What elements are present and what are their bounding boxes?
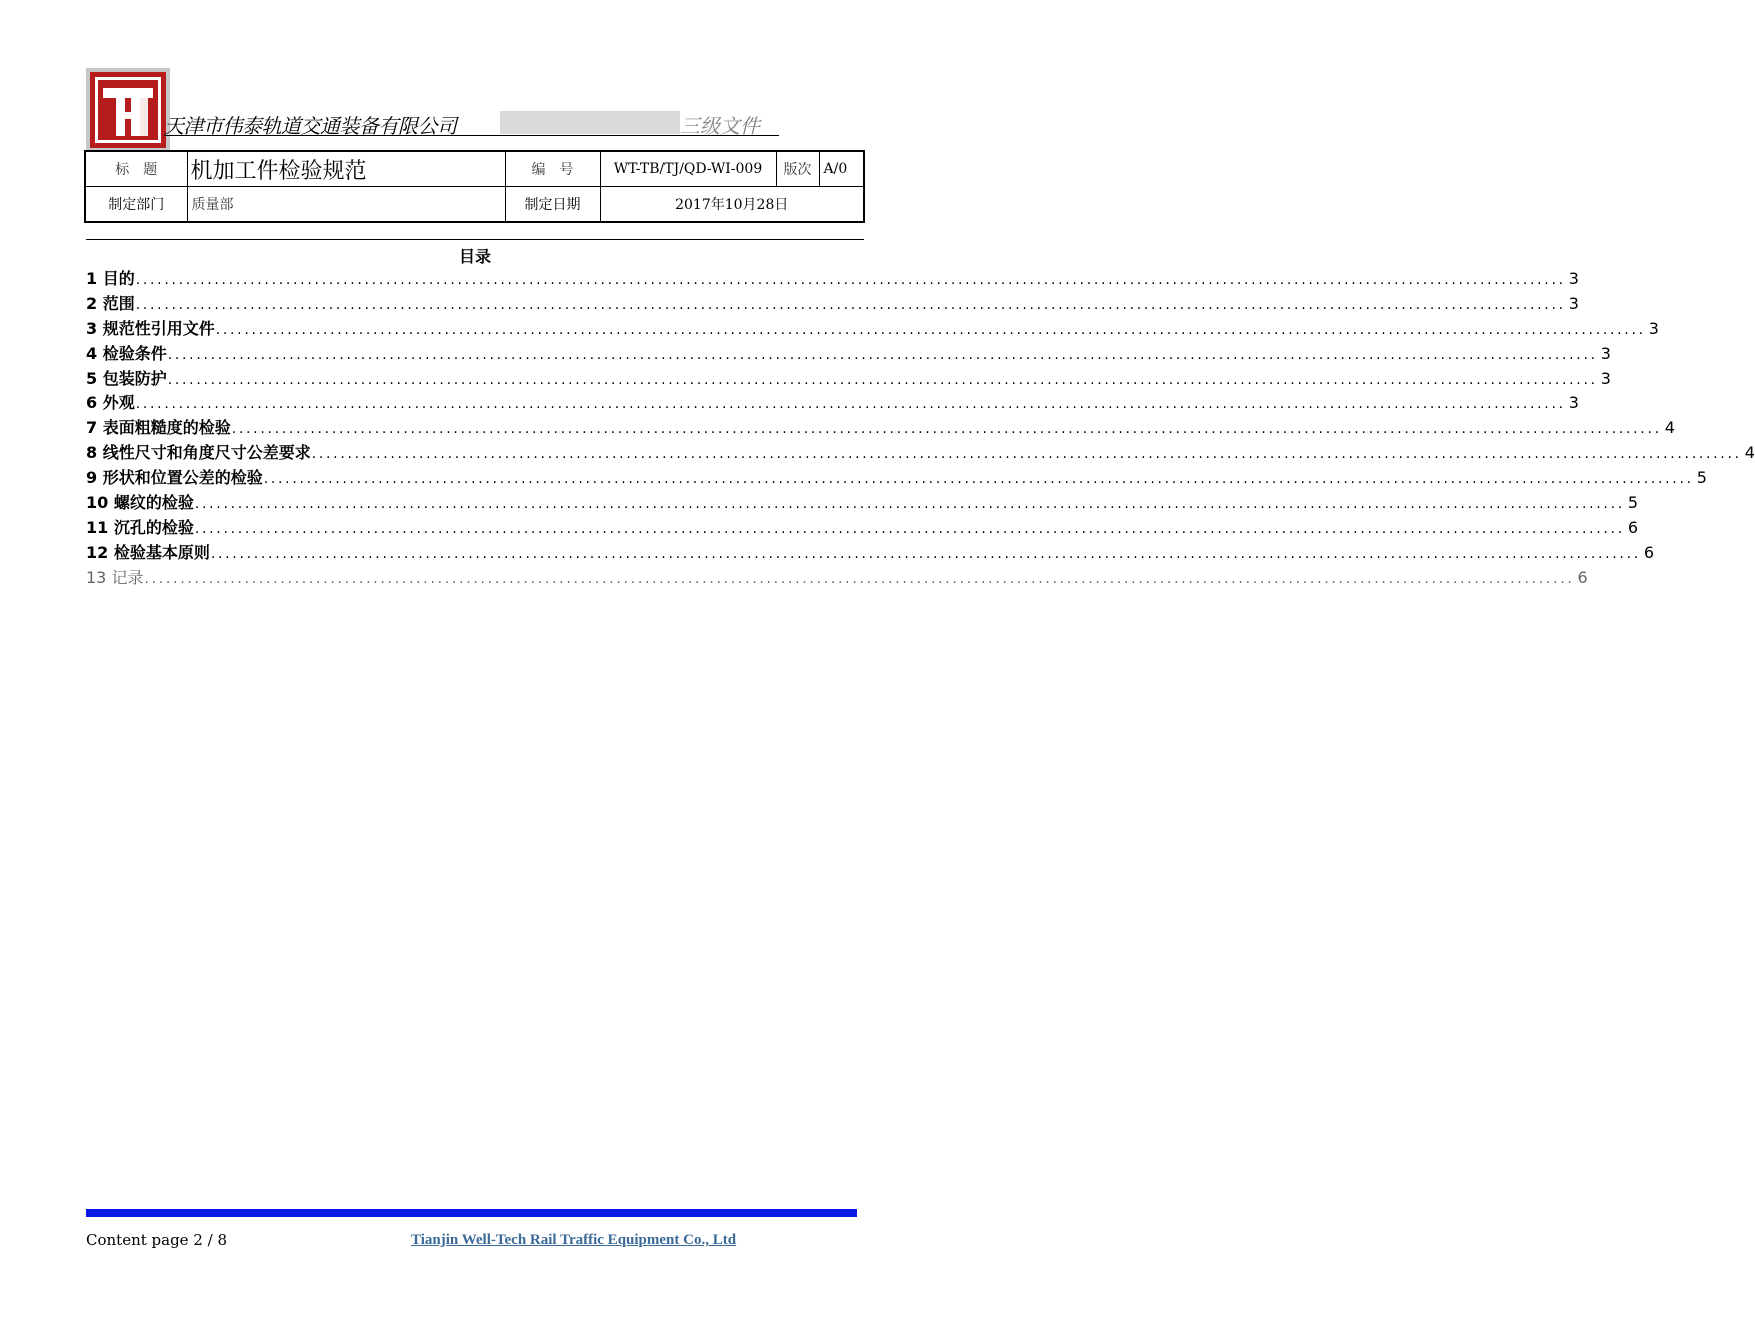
toc-heading: 目录 (458, 247, 491, 266)
toc-entry-title: 10 螺纹的检验 (86, 493, 194, 513)
toc-entry-page: 3 (1600, 368, 1611, 388)
toc-leader: ........................................................................................................................................................................................................ (167, 371, 1598, 388)
toc-leader: ........................................................................................................................................................................................................ (210, 545, 1641, 562)
toc-entry-page: 6 (1643, 542, 1655, 562)
toc-entry-page: 5 (1696, 468, 1707, 488)
toc-leader: ........................................................................................................................................................................................................ (263, 471, 1694, 488)
toc-entry[interactable] (86, 366, 1611, 391)
document-info-table (84, 150, 865, 223)
toc-entry-page: 3 (1600, 343, 1611, 363)
toc-entry[interactable] (86, 390, 1579, 415)
toc-entry-title: 5 包装防护 (86, 368, 167, 388)
footer-page-info: Content page 2 / 8 (86, 1231, 227, 1249)
toc-entry[interactable] (86, 415, 1675, 440)
toc-entry-title: 8 线性尺寸和角度尺寸公差要求 (86, 443, 311, 463)
company-name: 天津市伟泰轨道交通装备有限公司 (164, 114, 457, 138)
toc-entry[interactable] (86, 440, 1755, 465)
toc-entry-page: 6 (1627, 517, 1639, 537)
number-label: 编 号 (505, 151, 600, 187)
toc-entry-page: 4 (1664, 418, 1675, 438)
toc-leader: ........................................................................................................................................................................................................ (144, 570, 1575, 587)
toc-entry-title: 12 检验基本原则 (86, 542, 210, 562)
toc-leader: ........................................................................................................................................................................................................ (135, 396, 1566, 413)
date-value: 2017年10月28日 (600, 187, 864, 223)
toc-entry-page: 5 (1627, 493, 1639, 513)
toc-entry-title: 2 范围 (86, 293, 135, 313)
toc-leader: ........................................................................................................................................................................................................ (167, 346, 1598, 363)
dept-label: 制定部门 (85, 187, 187, 223)
toc-entry[interactable] (86, 565, 1588, 590)
revision-label: 版次 (776, 151, 819, 187)
toc-entry-page: 6 (1577, 567, 1588, 587)
toc-entry-title: 3 规范性引用文件 (86, 318, 215, 338)
toc-entry-page: 3 (1568, 393, 1579, 413)
toc-entry[interactable] (86, 316, 1659, 341)
date-label: 制定日期 (505, 187, 600, 223)
toc-entry-title: 1 目的 (86, 269, 135, 288)
toc-entry-title: 6 外观 (86, 393, 135, 413)
toc-leader: ........................................................................................................................................................................................................ (135, 296, 1566, 313)
revision-value: A/0 (819, 151, 864, 187)
toc-leader: ........................................................................................................................................................................................................ (215, 321, 1646, 338)
document-number: WT-TB/TJ/QD-WI-009 (600, 151, 776, 187)
toc-leader: ........................................................................................................................................................................................................ (231, 421, 1662, 438)
toc-leader: ........................................................................................................................................................................................................ (194, 496, 1625, 513)
toc-leader: ........................................................................................................................................................................................................ (194, 520, 1625, 537)
footer-bar (86, 1209, 857, 1217)
toc-entry[interactable] (86, 465, 1707, 490)
toc-entry-title: 4 检验条件 (86, 343, 167, 363)
toc-entry-title: 11 沉孔的检验 (86, 517, 194, 537)
toc-entry-page: 3 (1568, 293, 1579, 313)
toc-entry-page: 3 (1648, 318, 1659, 338)
company-logo (86, 68, 170, 152)
toc-entry[interactable] (86, 540, 1655, 565)
toc-entry[interactable] (86, 291, 1579, 316)
toc-entry[interactable] (86, 490, 1639, 515)
toc-divider (86, 239, 864, 240)
document-level: 三级文件 (680, 114, 760, 138)
toc-leader: ........................................................................................................................................................................................................ (135, 272, 1566, 288)
toc-entry[interactable] (86, 341, 1611, 366)
table-of-contents (86, 266, 1755, 590)
toc-entry-title: 7 表面粗糙度的检验 (86, 418, 231, 438)
footer-company-link[interactable]: Tianjin Well-Tech Rail Traffic Equipment Co., Ltd (411, 1232, 737, 1248)
toc-entry-page: 4 (1744, 443, 1755, 463)
toc-entry-title: 9 形状和位置公差的检验 (86, 468, 263, 488)
toc-entry[interactable] (86, 515, 1639, 540)
toc-entry-title: 13 记录 (86, 567, 144, 587)
toc-entry[interactable] (86, 266, 1579, 291)
document-title: 机加工件检验规范 (187, 151, 505, 187)
dept-value: 质量部 (187, 187, 505, 223)
toc-leader: ........................................................................................................................................................................................................ (311, 446, 1742, 463)
title-label: 标 题 (85, 151, 187, 187)
toc-entry-page: 3 (1568, 269, 1579, 288)
